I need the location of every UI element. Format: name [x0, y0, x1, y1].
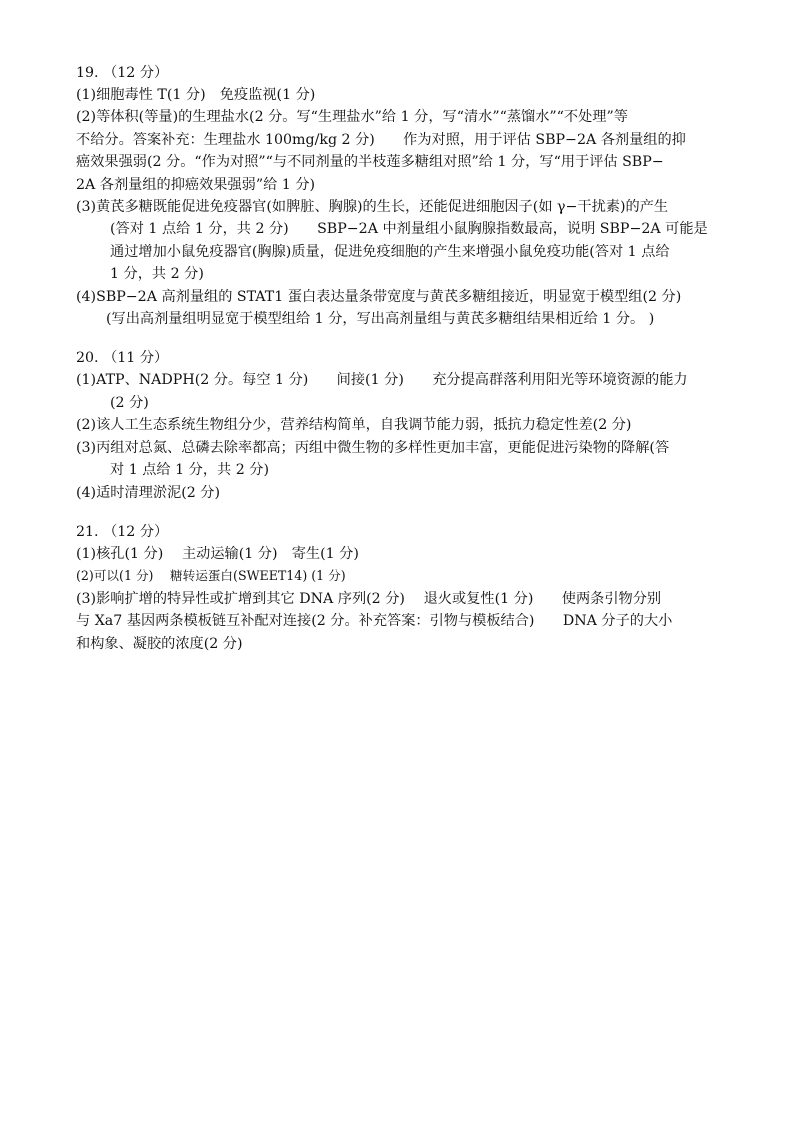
question-20-section: [76, 347, 736, 503]
q19-answer-3-cont: (答对 1 点给 1 分，共 2 分) SBP−2A 中剂量组小鼠胸腺指数最高，说明 SBP−2A 可能是: [110, 221, 708, 238]
question-19-title: 19. （12 分）: [76, 65, 169, 81]
q21-answer-3-cont: 和构象、凝胶的浓度(2 分): [76, 635, 243, 652]
q19-answer-4-note: (写出高剂量组明显宽于模型组给 1 分，写出高剂量组与黄芪多糖组结果相近给 1 分。 ): [106, 311, 655, 328]
q19-answer-1: (1)细胞毒性 T(1 分) 免疫监视(1 分): [76, 87, 316, 103]
question-19-section: [76, 62, 736, 330]
q21-answer-3: (3)影响扩增的特异性或扩增到其它 DNA 序列(2 分) 退火或复性(1 分) 使两条引物分别: [76, 590, 662, 607]
q20-answer-3-cont: 对 1 点给 1 分，共 2 分): [110, 462, 269, 479]
q19-answer-3-cont: 1 分，共 2 分): [110, 266, 204, 283]
q19-answer-2-cont: 不给分。答案补充：生理盐水 100mg/kg 2 分) 作为对照，用于评估 SBP−2A 各剂量组的抑: [76, 131, 686, 148]
q20-answer-1-cont: (2 分): [110, 394, 149, 411]
q19-answer-3: (3)黄芪多糖既能促进免疫器官(如脾脏、胸腺)的生长，还能促进细胞因子(如 γ−干扰素)的产生: [76, 199, 669, 216]
q21-answer-2: (2)可以(1 分) 糖转运蛋白(SWEET14) (1 分): [76, 568, 346, 584]
q19-answer-4: (4)SBP−2A 高剂量组的 STAT1 蛋白表达量条带宽度与黄芪多糖组接近，明显宽于模型组(2 分): [76, 288, 682, 305]
q20-answer-1: (1)ATP、NADPH(2 分。每空 1 分) 间接(1 分) 充分提高群落利用阳光等环境资源的能力: [76, 372, 688, 389]
q19-answer-2-cont: 2A 各剂量组的抑癌效果强弱”给 1 分): [76, 176, 316, 193]
q20-answer-4: (4)适时清理淤泥(2 分): [76, 484, 221, 501]
answer-key-page: [76, 62, 736, 672]
question-20-title: 20. （11 分）: [76, 350, 169, 367]
q21-answer-1: (1)核孔(1 分) 主动运输(1 分) 寄生(1 分): [76, 545, 359, 562]
q19-answer-3-cont: 通过增加小鼠免疫器官(胸腺)质量，促进免疫细胞的产生来增强小鼠免疫功能(答对 1 点给: [110, 243, 670, 260]
q19-answer-2-cont: 癌效果强弱(2 分。“作为对照”“与不同剂量的半枝莲多糖组对照”给 1 分，写“用于评估 SBP−: [76, 154, 664, 171]
question-21-section: [76, 521, 736, 655]
question-21-title: 21. （12 分）: [76, 523, 169, 540]
q20-answer-3: (3)丙组对总氮、总磷去除率都高；丙组中微生物的多样性更加丰富，更能促进污染物的降解(答: [76, 439, 670, 456]
q21-answer-3-cont: 与 Xa7 基因两条模板链互补配对连接(2 分。补充答案：引物与模板结合) DNA 分子的大小: [76, 613, 673, 630]
q19-answer-2: (2)等体积(等量)的生理盐水(2 分。写“生理盐水”给 1 分，写“清水”“蒸馏水”“不处理”等: [76, 109, 628, 126]
q20-answer-2: (2)该人工生态系统生物组分少，营养结构简单，自我调节能力弱，抵抗力稳定性差(2 分): [76, 417, 632, 434]
